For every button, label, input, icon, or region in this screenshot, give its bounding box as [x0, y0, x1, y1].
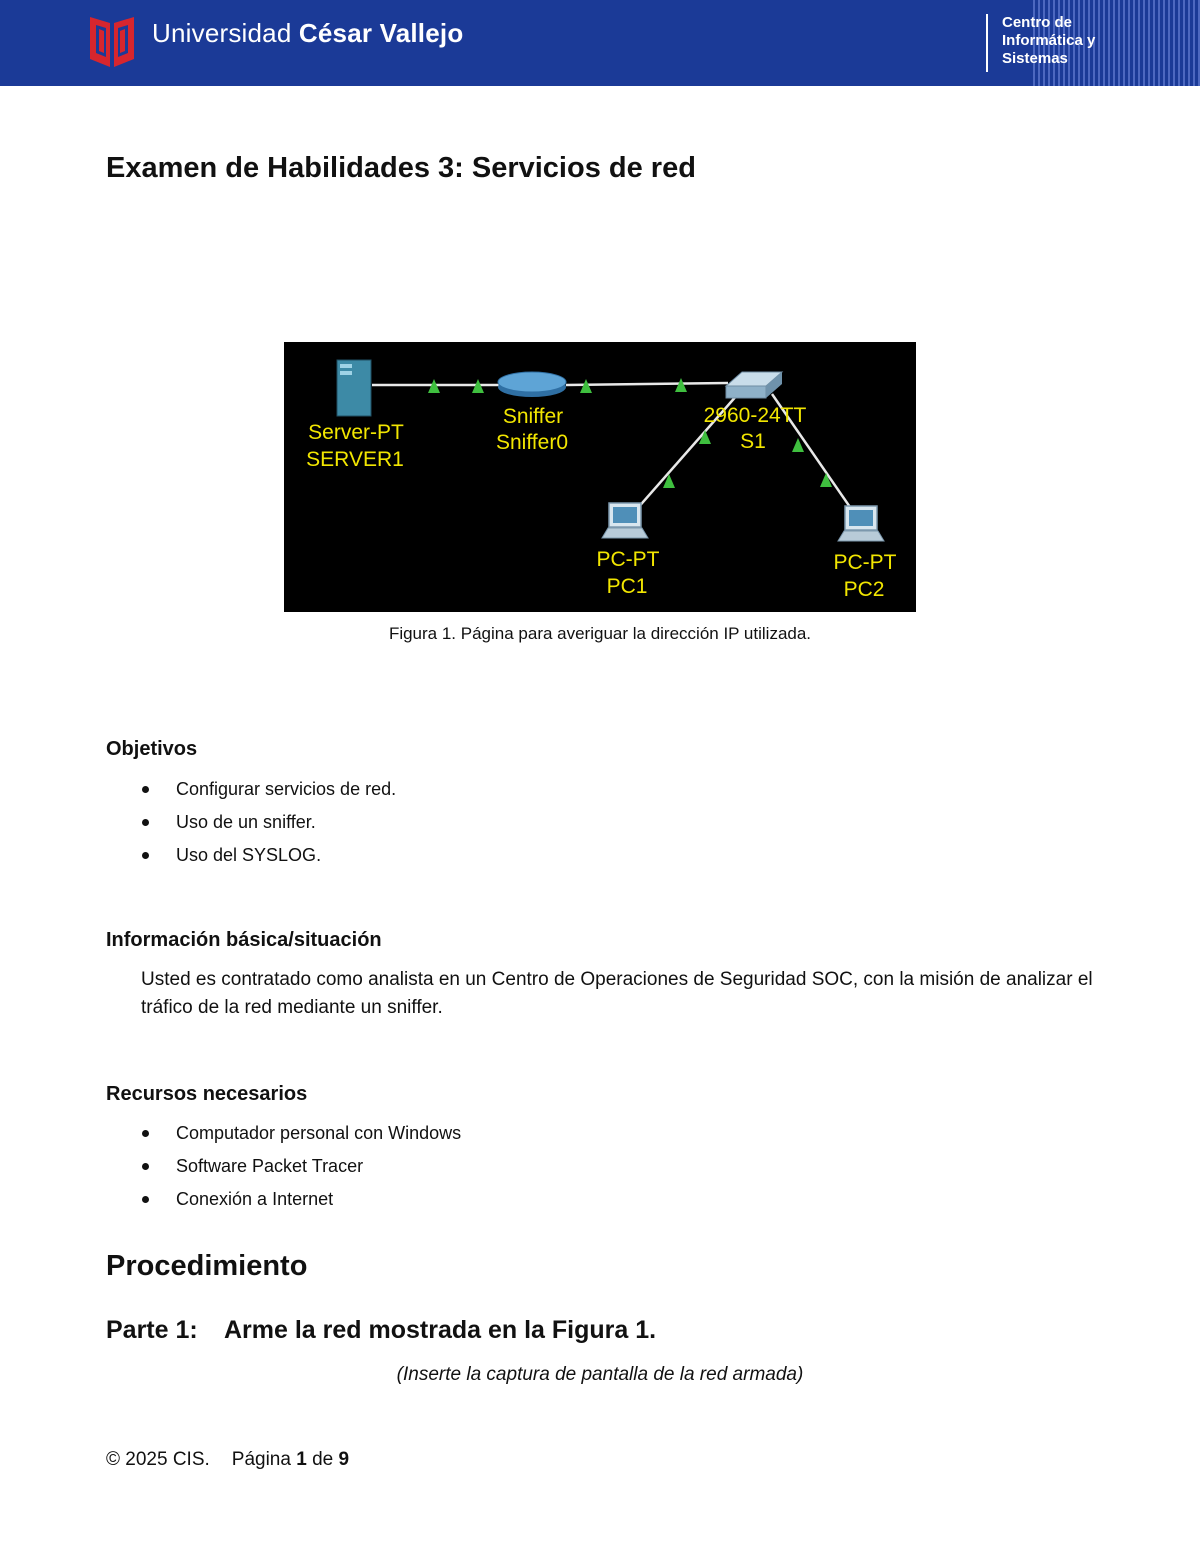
page-footer	[106, 1449, 349, 1471]
part1-instruction: (Inserte la captura de pantalla de la red armada)	[396, 1364, 804, 1385]
list-item: Computador personal con Windows	[140, 1122, 461, 1155]
pc1-name-label: PC1	[606, 575, 648, 598]
server-model-label: Server-PT	[308, 421, 404, 444]
resources-heading: Recursos necesarios	[106, 1083, 308, 1105]
page-title: Examen de Habilidades 3: Servicios de red	[106, 152, 696, 184]
procedure-heading: Procedimiento	[106, 1250, 308, 1282]
server-name-label: SERVER1	[306, 448, 404, 471]
background-heading: Información básica/situación	[106, 929, 382, 951]
pc1-model-label: PC-PT	[596, 548, 660, 571]
list-item: Configurar servicios de red.	[140, 778, 396, 811]
switch-model-label: 2960-24TT	[703, 404, 807, 427]
server-icon	[337, 360, 371, 416]
ucv-logo-icon	[88, 13, 136, 69]
bullet-icon	[142, 852, 149, 859]
bullet-icon	[142, 786, 149, 793]
sniffer-name-label: Sniffer0	[496, 431, 568, 454]
list-item: Conexión a Internet	[140, 1188, 461, 1221]
link-light	[792, 438, 804, 452]
university-name: Universidad César Vallejo	[152, 18, 464, 48]
link-light	[675, 378, 687, 392]
list-item: Software Packet Tracer	[140, 1155, 461, 1188]
header-divider	[986, 14, 988, 72]
bullet-icon	[142, 1163, 149, 1170]
sniffer-icon	[498, 372, 566, 397]
list-item: Uso del SYSLOG.	[140, 844, 396, 877]
sniffer-model-label: Sniffer	[502, 405, 564, 428]
objectives-list	[140, 778, 396, 877]
pc1-icon	[602, 503, 648, 538]
pc2-model-label: PC-PT	[833, 551, 897, 574]
background-paragraph: Usted es contratado como analista en un Centro de Operaciones de Seguridad SOC, con la misión de analizar el tráfico de la red mediante un sniffer.	[141, 969, 1093, 1018]
cable-sniffer-switch	[566, 383, 728, 385]
switch-name-label: S1	[740, 430, 766, 453]
bullet-icon	[142, 1130, 149, 1137]
objectives-heading: Objetivos	[106, 738, 198, 760]
topology-diagram	[284, 342, 916, 612]
copyright: © 2025 CIS.	[106, 1449, 210, 1470]
bullet-icon	[142, 1196, 149, 1203]
part1-heading	[106, 1316, 656, 1345]
part1-number: Parte 1:	[106, 1316, 198, 1344]
figure-caption: Figura 1. Página para averiguar la dirección IP utilizada.	[388, 624, 812, 643]
switch-icon	[726, 372, 782, 398]
part1-title: Arme la red mostrada en la Figura 1.	[224, 1316, 657, 1344]
bullet-icon	[142, 819, 149, 826]
resources-list	[140, 1122, 461, 1221]
pc2-name-label: PC2	[843, 578, 885, 601]
center-name: Centro de Informática y Sistemas	[1002, 14, 1096, 67]
network-topology-figure	[284, 342, 916, 612]
page-header	[0, 0, 1200, 86]
page-number: Página 1 de 9	[231, 1449, 350, 1470]
pc2-icon	[838, 506, 884, 541]
list-item: Uso de un sniffer.	[140, 811, 396, 844]
